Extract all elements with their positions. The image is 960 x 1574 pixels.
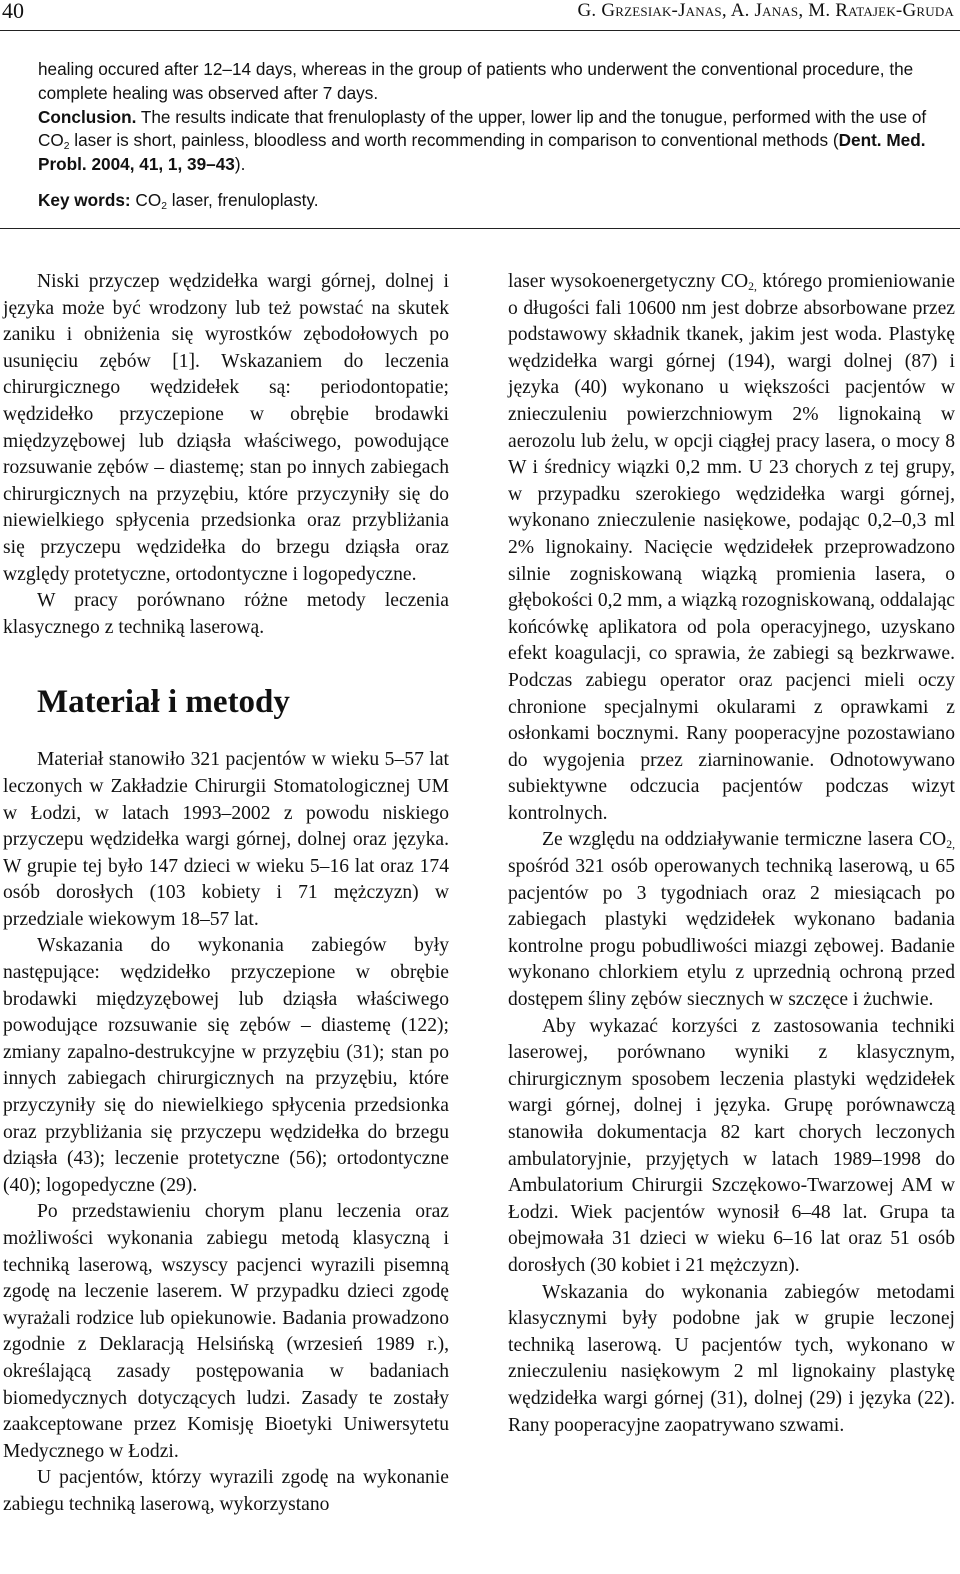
abstract-divider bbox=[0, 228, 960, 229]
right-p1-subscript: 2, bbox=[748, 280, 757, 293]
conclusion-label: Conclusion. bbox=[38, 106, 137, 127]
right-paragraph-1 bbox=[508, 269, 955, 827]
methods-paragraph-3: Po przedstawieniu chorym planu leczenia oraz możliwości wykonania zabiegu metodą klasyczną i techniką laserową, wszyscy pacjenci wyrazili pisemną zgodę na leczenie laserem. W przypadku dzieci zgodę wyrażali rodzice lub opiekunowie. Badania prowadzono zgodnie z Deklaracją Helsińską (wrzesień 1989 r.), określającą zasady postępowania w badaniach biomedycznych dotyczących ludzi. Zasady te zostały zaakceptowane przez Komisję Bioetyki Uniwersytetu Medycznego w Łodzi. bbox=[3, 1201, 449, 1462]
conclusion-text-1: The results indicate that frenuloplasty of the upper, lower lip and the tonugue, performed with the use of CO bbox=[38, 106, 927, 151]
right-p2-text-b: spośród 321 osób operowanych techniką laserową, u 65 pacjentów po 3 tygodniach oraz 2 miesiącach po zabiegach plastyki wędzidełek wykonano badania kontrolne progu pobudliwości miazgi zębowej. Badanie wykonano chlorkiem etylu z uprzednią ochroną przed dostępem śliny zębów siecznych w szczęce i żuchwie. bbox=[508, 856, 955, 1011]
keywords-text-1: CO bbox=[130, 189, 162, 210]
page-number: 40 bbox=[2, 0, 24, 23]
right-p1-text-a: laser wysokoenergetyczny CO bbox=[508, 271, 749, 292]
methods-paragraph-4: U pacjentów, którzy wyrazili zgodę na wykonanie zabiegu techniką laserową, wykorzystano bbox=[3, 1467, 449, 1515]
keywords-text-2: laser, frenuloplasty. bbox=[166, 189, 319, 210]
right-p2-text-a: Ze względu na oddziaływanie termiczne lasera CO bbox=[542, 829, 947, 851]
section-heading-materials-methods: Materiał i metody bbox=[37, 684, 290, 721]
intro-paragraph-1: Niski przyczep wędzidełka wargi górnej, dolnej i języka może być wrodzony lub też powstać na skutek zaniku i obniżenia się wyrostków zębodołowych po usunięciu zębów [1]. Wskazaniem do leczenia chirurgicznego wędzidełek są: periodontopatie; wędzidełko przyczepione w obrębie brodawki międzyzębowej lub dziąsła właściwego, powodujące rozsuwanie zębów – diastemę; stan po innych zabiegach chirurgicznych na przyzębiu, które przyczyniły się do niewielkiego spłycenia przedsionka oraz przybliżania się przyczepu wędzidełka do brzegu dziąsła oraz względy protetyczne, ortodontyczne i logopedyczne. bbox=[3, 271, 449, 585]
right-p1-text-b: którego promieniowanie o długości fali 10600 nm jest dobrze absorbowane przez podstawowy składnik tkanek, jakim jest woda. Plastykę wędzidełka wargi górnej (194), wargi dolnej (87) i języka (40) wykonano u większości pacjentów w znieczuleniu powierzchniowym 2% lignokainą w aerozolu lub żelu, w opcji ciągłej pracy lasera, o mocy 8 W i średnicy wiązki 0,2 mm. U 23 chorych z tej grupy, w przypadku szerokiego wędzidełka wargi górnej, wykonano znieczulenie nasiękowe, podając 0,2–0,3 ml 2% lignokainy. Nacięcie wędzidełek przeprowadzono silnie zogniskowaną wiązką promienia lasera, o głębokości 0,2 mm, a wiązką rozogniskowaną, oddalając końcówkę aplikatora od pola operacyjnego, uzyskano efekt koagulacji, co sprawia, że zabiegi są bezkrwawe. Podczas zabiegu operator oraz pacjenci mieli oczy chronione specjalnymi okularami z oprawkami z osłonkami bocznymi. Rany pooperacyjne pozostawiano do wygojenia przez ziarninowanie. Odnotowywano subiektywne odczucia pacjentów podczas wizyt kontrolnych. bbox=[508, 271, 955, 824]
right-paragraph-4: Wskazania do wykonania zabiegów metodami klasycznymi były podobne jak w grupie leczonej techniką laserową. U pacjentów tych, wykonano w znieczuleniu nasiękowym 2 ml lignokainy plastykę wędzidełka wargi górnej (31), dolnej (29) i języka (22). Rany pooperacyjne zaopatrywano szwami. bbox=[508, 1281, 955, 1436]
running-head-authors: G. Grzesiak-Janas, A. Janas, M. Ratajek-Gruda bbox=[577, 0, 954, 21]
abstract-conclusion bbox=[38, 106, 954, 177]
conclusion-text-2: laser is short, painless, bloodless and worth recommending in comparison to conventional methods ( bbox=[69, 130, 839, 151]
intro-paragraph-2: W pracy porównano różne metody leczenia klasycznego z techniką laserową. bbox=[3, 590, 449, 638]
right-paragraph-3: Aby wykazać korzyści z zastosowania techniki laserowej, porównano wyniki z klasycznym, chirurgicznym sposobem leczenia plastyki wędzidełek wargi górnej, dolnej i języka. Grupę porównawczą stanowiła dokumentacja 82 kart chorych leczonych ambulatoryjnie, przyjętych w latach 1989–1998 do Ambulatorium Chirurgii Szczękowo-Twarzowej AM w Łodzi. Wiek pacjentów wynosił 6–48 lat. Grupa ta obejmowała 31 dzieci w wieku 6–16 lat oraz 51 osób dorosłych (30 kobiet i 21 mężczyzn). bbox=[508, 1015, 955, 1276]
keywords-subscript: 2 bbox=[161, 200, 167, 212]
methods-paragraph-2: Wskazania do wykonania zabiegów były następujące: wędzidełko przyczepione w obrębie brodawki międzyzębowej lub dziąsła właściwego powodujące rozsuwanie się zębów – diastemę (122); zmiany zapalno-destrukcyjne w przyzębiu (31); stan po innych zabiegach chirurgicznych na przyzębiu, które przyczyniły się do niewielkiego spłycenia przedsionka oraz przybliżania się przyczepu wędzidełka do brzegu dziąsła (43); leczenie protetyczne (56); ortodontyczne (40); logopedyczne (29). bbox=[3, 935, 449, 1196]
left-column bbox=[3, 269, 449, 1519]
conclusion-subscript: 2 bbox=[63, 141, 70, 153]
keywords-label: Key words: bbox=[38, 189, 131, 210]
citation: Dent. Med. Probl. 2004, 41, 1, 39–43 bbox=[38, 130, 926, 175]
methods-paragraph-1: Materiał stanowiło 321 pacjentów w wieku 5–57 lat leczonych w Zakładzie Chirurgii Stomatologicznej UM w Łodzi, w latach 1993–2002 z powodu niskiego przyczepu wędzidełka wargi górnej, dolnej oraz języka. W grupie tej było 147 dzieci w wieku 5–16 lat oraz 174 osób dorosłych (103 kobiety i 71 mężczyzn) w przedziale wiekowym 18–57 lat. bbox=[3, 749, 449, 930]
keywords-line bbox=[38, 189, 954, 213]
abstract-block bbox=[38, 58, 954, 213]
right-column bbox=[508, 269, 955, 1439]
page-header bbox=[0, 0, 960, 31]
right-paragraph-2 bbox=[508, 827, 955, 1013]
right-p2-subscript: 2, bbox=[946, 838, 955, 852]
conclusion-end: ). bbox=[234, 154, 246, 175]
abstract-results-tail: healing occured after 12–14 days, whereas in the group of patients who underwent the conventional procedure, the complete healing was observed after 7 days. bbox=[38, 59, 914, 103]
